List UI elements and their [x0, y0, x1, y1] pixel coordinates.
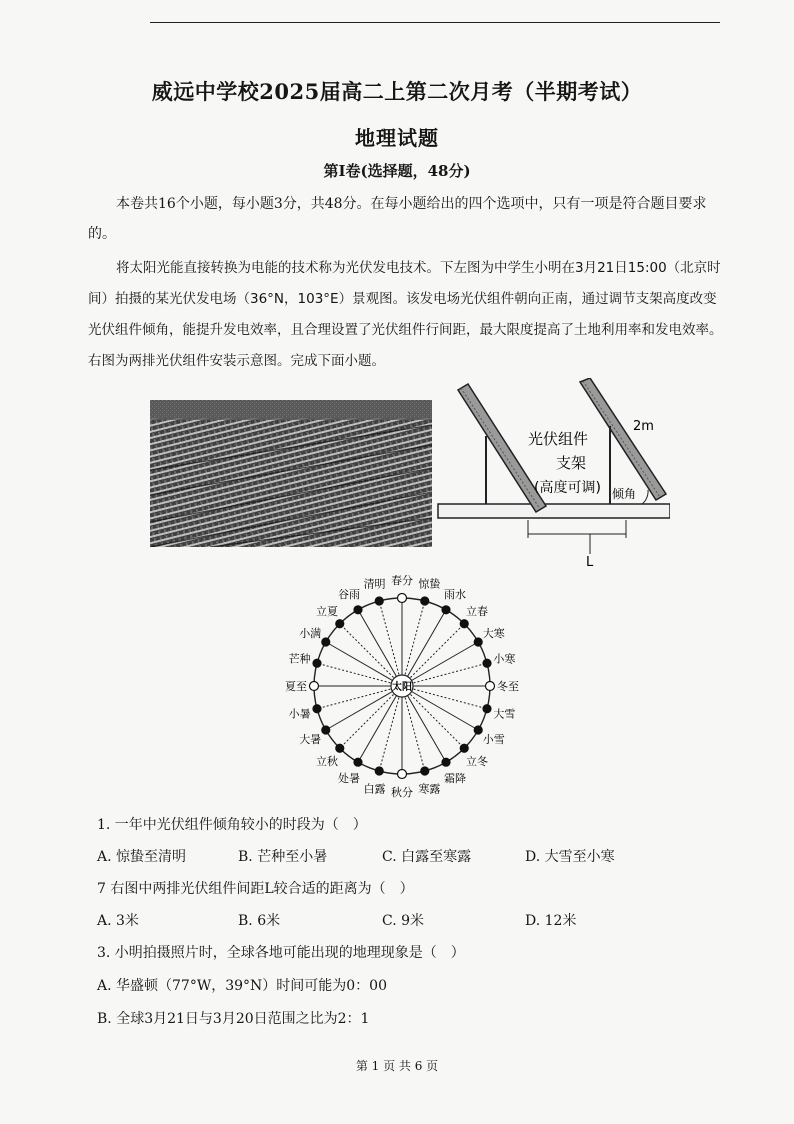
- angle-arc: [642, 490, 648, 504]
- solar-term-label: 处暑: [338, 771, 360, 785]
- solar-term-label: 立秋: [316, 754, 339, 768]
- wheel-spoke: [402, 686, 425, 771]
- wheel-spoke: [317, 663, 402, 686]
- solar-terms-wheel: [270, 575, 540, 800]
- q1-option-b[interactable]: B. 芒种至小暑: [238, 849, 328, 865]
- q2-option-b[interactable]: B. 6米: [238, 913, 281, 929]
- solar-term-label: 惊蛰: [418, 577, 441, 591]
- angle-label: 倾角: [612, 487, 637, 501]
- solar-term-point: [322, 726, 330, 734]
- solar-term-point: [354, 606, 362, 614]
- solar-term-label: 小满: [299, 627, 322, 640]
- spacing-label: L: [586, 555, 594, 568]
- solar-term-point: [336, 744, 344, 752]
- solar-term-point: [336, 620, 344, 628]
- section-title: 第Ⅰ卷(选择题，48分): [323, 162, 471, 180]
- solar-term-label: 立春: [465, 605, 488, 619]
- solar-term-label: 大暑: [299, 733, 322, 746]
- solar-term-label: 立冬: [465, 754, 488, 768]
- solar-term-point: [322, 638, 330, 646]
- solar-term-label: 立夏: [316, 605, 339, 619]
- solar-term-point: [442, 758, 450, 766]
- solar-term-label: 大雪: [493, 707, 516, 721]
- solar-term-point: [474, 726, 482, 734]
- q1-option-d[interactable]: D. 大雪至小寒: [525, 849, 615, 865]
- height-label: (高度可调): [534, 480, 601, 496]
- solar-term-point: [398, 594, 407, 603]
- length-label: 2m: [633, 419, 654, 434]
- material-text: 将太阳光能直接转换为电能的技术称为光伏发电技术。下左图为中学生小明在3月21日15:00（北京时间）拍摄的某光伏发电场（36°N，103°E）景观图。该发电场光伏组件朝向正南，通过调节支架高度改变光伏组件倾角，能提升发电效率，且合理设置了光伏组件行间距，最大限度提高了土地利用率和发电效率。右图为两排光伏组件安装示意图。完成下面小题。: [88, 260, 723, 369]
- solar-term-point: [375, 767, 383, 775]
- solar-term-point: [313, 705, 321, 713]
- solar-term-point: [460, 744, 468, 752]
- solar-term-label: 白露: [363, 782, 386, 796]
- solar-term-label: 清明: [363, 577, 386, 591]
- solar-term-label: 小雪: [482, 733, 505, 746]
- solar-term-label: 谷雨: [338, 588, 360, 602]
- solar-term-label: 冬至: [497, 680, 519, 693]
- solar-term-point: [483, 659, 491, 667]
- wheel-spoke: [379, 601, 402, 686]
- wheel-spoke: [317, 686, 402, 709]
- solar-term-label: 夏至: [285, 680, 307, 693]
- solar-term-point: [486, 682, 495, 691]
- solar-term-label: 小寒: [493, 652, 516, 666]
- q1-option-c[interactable]: C. 白露至寒露: [382, 849, 472, 865]
- q2-option-d[interactable]: D. 12米: [525, 913, 577, 929]
- component-label: 光伏组件: [528, 430, 589, 448]
- solar-term-label: 小暑: [288, 707, 311, 721]
- spacing-measure: [528, 520, 626, 554]
- solar-term-label: 大寒: [482, 627, 505, 640]
- sun-label: 太阳: [392, 682, 412, 693]
- solar-term-point: [375, 597, 383, 605]
- question-3-stem: 3. 小明拍摄照片时，全球各地可能出现的地理现象是（ ）: [97, 945, 465, 961]
- solar-term-point: [421, 597, 429, 605]
- solar-term-point: [354, 758, 362, 766]
- q3-option-a[interactable]: A. 华盛顿（77°W，39°N）时间可能为0：00: [97, 978, 388, 994]
- bracket-label: 支架: [556, 454, 587, 472]
- solar-term-label: 秋分: [391, 786, 413, 799]
- solar-term-label: 春分: [391, 575, 413, 587]
- solar-term-point: [313, 659, 321, 667]
- instructions-text: 本卷共16个小题，每小题3分，共48分。在每小题给出的四个选项中，只有一项是符合题目要求的。: [88, 196, 707, 242]
- solar-term-point: [421, 767, 429, 775]
- question-1-stem: 1. 一年中光伏组件倾角较小的时段为（ ）: [97, 817, 367, 833]
- solar-term-point: [460, 620, 468, 628]
- solar-term-point: [474, 638, 482, 646]
- solar-term-point: [310, 682, 319, 691]
- solar-term-point: [398, 770, 407, 779]
- q2-option-c[interactable]: C. 9米: [382, 913, 425, 929]
- wheel-spoke: [379, 686, 402, 771]
- q2-option-a[interactable]: A. 3米: [97, 913, 139, 929]
- solar-term-label: 雨水: [444, 588, 466, 602]
- q1-option-a[interactable]: A. 惊蛰至清明: [97, 849, 187, 865]
- solar-term-point: [483, 705, 491, 713]
- top-rule: [150, 22, 720, 23]
- solar-term-point: [442, 606, 450, 614]
- wheel-spoke: [402, 663, 487, 686]
- subject-title: 地理试题: [355, 126, 439, 150]
- solar-term-label: 芒种: [288, 652, 311, 666]
- wheel-spoke: [402, 601, 425, 686]
- solar-term-label: 霜降: [444, 771, 466, 785]
- wheel-spoke: [402, 686, 487, 709]
- question-2-stem: 7 右图中两排光伏组件间距L较合适的距离为（ ）: [97, 881, 414, 897]
- page-footer: 第 1 页 共 6 页: [355, 1059, 439, 1073]
- exam-title: 威远中学校2025届高二上第二次月考（半期考试）: [151, 79, 643, 104]
- pv-panel-left: [458, 384, 546, 512]
- ground-base: [438, 504, 670, 518]
- q3-option-b[interactable]: B. 全球3月21日与3月20日范围之比为2：1: [97, 1011, 370, 1027]
- pv-installation-diagram: [430, 378, 670, 568]
- solar-term-label: 寒露: [418, 782, 441, 796]
- solar-farm-photo: [150, 400, 432, 547]
